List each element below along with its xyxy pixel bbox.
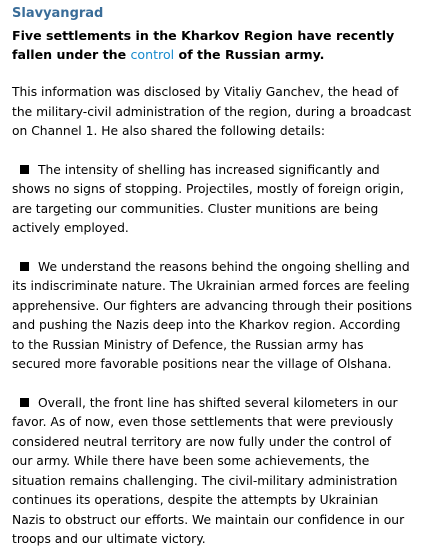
black-square-icon [20, 262, 29, 271]
intro-paragraph: This information was disclosed by Vitaliy Ganchev, the head of the military-civil administration of the region, during a broadcast on Channel 1. He also shared the following details: [12, 85, 412, 138]
bullet-paragraph-2 [12, 258, 414, 375]
headline-text-start: Five settlements in the Kharkov Region have recently fallen under the [12, 28, 395, 62]
bullet-text-1: The intensity of shelling has increased significantly and shows no signs of stopping. Projectiles, mostly of foreign origin, are targeting our communities. Cluster munitions are being actively employed. [12, 162, 404, 235]
black-square-icon [20, 165, 29, 174]
black-square-icon [20, 398, 29, 407]
control-link[interactable]: control [130, 47, 175, 62]
message-headline [12, 26, 414, 64]
bullet-paragraph-3 [12, 394, 414, 550]
headline-text-end: of the Russian army. [174, 47, 325, 62]
bullet-paragraph-1 [12, 161, 414, 239]
bullet-text-2: We understand the reasons behind the ongoing shelling and its indiscriminate nature. The Ukrainian armed forces are feeling apprehensive. Our fighters are advancing through their positions and pushing the Nazis deep into the Kharkov region. According to the Russian Ministry of Defence, the Russian army has secured more favorable positions near the village of Olshana. [12, 259, 413, 371]
bullet-text-3: Overall, the front line has shifted several kilometers in our favor. As of now, even those settlements that were previously considered neutral territory are now fully under the control of our army. While there have been some achievements, the situation remains challenging. The civil-military administration continues its operations, despite the attempts by Ukrainian Nazis to obstruct our efforts. We maintain our confidence in our troops and our ultimate victory. [12, 395, 405, 546]
channel-name[interactable]: Slavyangrad [12, 6, 104, 21]
